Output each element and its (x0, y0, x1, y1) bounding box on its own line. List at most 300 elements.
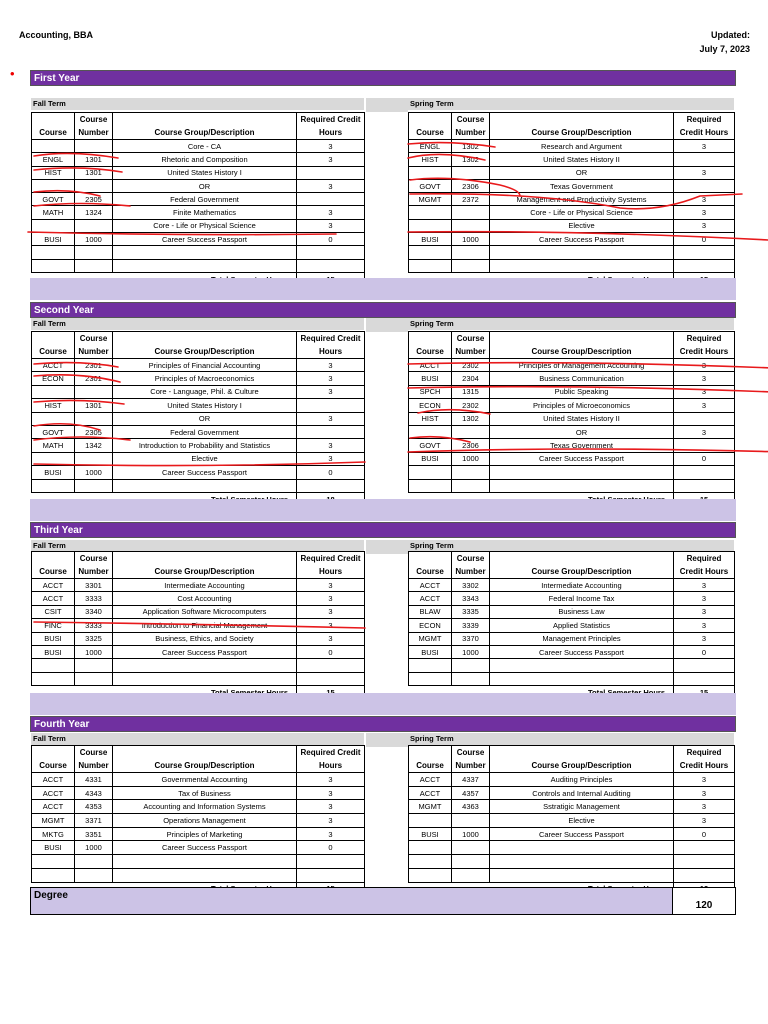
course-number (75, 412, 113, 425)
course-number (452, 259, 490, 272)
course-number: 3370 (452, 632, 490, 645)
course-subject (409, 425, 452, 438)
course-description: Career Success Passport (490, 645, 674, 658)
table-row (32, 786, 365, 800)
col-group (113, 332, 297, 359)
table-row (409, 479, 735, 492)
course-number (75, 246, 113, 259)
course-number: 4353 (75, 800, 113, 814)
table-row (409, 645, 735, 658)
col-course-number (75, 746, 113, 773)
col-credit-hours (297, 332, 365, 359)
credit-hours: 3 (674, 605, 735, 618)
course-subject: ACCT (409, 359, 452, 372)
col-course-number (452, 332, 490, 359)
col-group (113, 113, 297, 140)
credit-hours: 3 (297, 206, 365, 219)
credit-hours (674, 841, 735, 855)
table-header-row (409, 746, 735, 773)
course-number: 4337 (452, 773, 490, 787)
credit-hours: 3 (674, 425, 735, 438)
course-subject (409, 466, 452, 479)
course-description: Management Principles (490, 632, 674, 645)
credit-hours: 3 (297, 385, 365, 398)
course-number (452, 855, 490, 869)
course-number: 2306 (452, 179, 490, 192)
credit-hours: 3 (297, 814, 365, 828)
course-number: 4357 (452, 786, 490, 800)
updated-info (699, 28, 750, 56)
year-heading: Fourth Year (30, 716, 736, 732)
course-number: 2301 (75, 372, 113, 385)
table-row (32, 412, 365, 425)
course-subject: BUSI (409, 827, 452, 841)
course-number: 1302 (452, 140, 490, 153)
course-subject: ACCT (409, 592, 452, 605)
col-credit-hours (674, 332, 735, 359)
credit-hours (674, 479, 735, 492)
course-description: Sstratigic Management (490, 800, 674, 814)
course-subject: GOVT (409, 179, 452, 192)
table-row (409, 841, 735, 855)
course-number: 1000 (75, 645, 113, 658)
table-row (32, 800, 365, 814)
table-row (409, 814, 735, 828)
col-course-number-line1: Course (456, 115, 485, 124)
credit-hours (674, 246, 735, 259)
course-subject (32, 259, 75, 272)
course-number: 3371 (75, 814, 113, 828)
credit-hours: 3 (674, 385, 735, 398)
col-credit-hours (674, 113, 735, 140)
col-course-number-line2: Number (78, 761, 109, 770)
table-row (409, 786, 735, 800)
credit-hours (674, 439, 735, 452)
course-subject: BUSI (409, 452, 452, 465)
course-number: 3351 (75, 827, 113, 841)
course-subject (409, 672, 452, 685)
credit-hours: 3 (674, 399, 735, 412)
col-group-label: Course Group/Description (531, 347, 632, 356)
table-row (32, 855, 365, 869)
course-subject (32, 452, 75, 465)
degree-hours: 120 (672, 888, 735, 914)
course-subject: SPCH (409, 385, 452, 398)
credit-hours: 3 (297, 592, 365, 605)
credit-hours: 0 (674, 827, 735, 841)
table-row (32, 605, 365, 618)
table-row (32, 219, 365, 232)
course-description: Application Software Microcomputers (113, 605, 297, 618)
course-description: Business Communication (490, 372, 674, 385)
col-course-label: Course (39, 567, 67, 576)
term-divider (366, 318, 408, 332)
course-description (490, 246, 674, 259)
course-subject (32, 672, 75, 685)
course-description: Principles of Marketing (113, 827, 297, 841)
credit-hours (297, 425, 365, 438)
credit-hours: 0 (674, 233, 735, 246)
col-group (490, 332, 674, 359)
table-row (409, 233, 735, 246)
course-subject: ACCT (409, 579, 452, 592)
year-separator (30, 693, 736, 715)
course-subject: ACCT (409, 773, 452, 787)
col-course-label: Course (416, 761, 444, 770)
credit-hours: 3 (297, 412, 365, 425)
table-row (409, 385, 735, 398)
col-course-number-line2: Number (455, 347, 486, 356)
course-number: 1000 (452, 645, 490, 658)
col-course-number-line1: Course (456, 554, 485, 563)
spring-term-label: Spring Term (408, 540, 734, 552)
course-description: United States History I (113, 166, 297, 179)
course-description: Career Success Passport (113, 841, 297, 855)
course-description (113, 672, 297, 685)
credit-hours: 3 (674, 592, 735, 605)
course-number: 3301 (75, 579, 113, 592)
course-number (75, 385, 113, 398)
credit-hours: 0 (297, 233, 365, 246)
spring-course-table (408, 551, 735, 699)
col-credit-line2: Credit Hours (679, 567, 729, 576)
course-description: Tax of Business (113, 786, 297, 800)
course-subject: MKTG (32, 827, 75, 841)
course-number: 2302 (452, 399, 490, 412)
course-subject (32, 868, 75, 882)
credit-hours: 3 (674, 166, 735, 179)
table-row (32, 466, 365, 479)
course-subject: BUSI (409, 645, 452, 658)
course-description: Principles of Management Accounting (490, 359, 674, 372)
col-course-number-line2: Number (78, 567, 109, 576)
course-subject (409, 814, 452, 828)
col-credit-line1: Required Credit (300, 554, 361, 563)
course-description: Principles of Microeconomics (490, 399, 674, 412)
course-subject: ACCT (409, 786, 452, 800)
course-description (113, 659, 297, 672)
course-description (113, 246, 297, 259)
degree-total-row (30, 887, 736, 915)
course-number (452, 479, 490, 492)
col-credit-line1: Required Credit (300, 115, 361, 124)
course-number: 1301 (75, 166, 113, 179)
course-description: Auditing Principles (490, 773, 674, 787)
table-header-row (32, 332, 365, 359)
table-row (409, 153, 735, 166)
table-row (409, 219, 735, 232)
course-description: Federal Government (113, 193, 297, 206)
col-credit-hours (297, 113, 365, 140)
table-row (409, 868, 735, 882)
course-number: 1302 (452, 412, 490, 425)
course-description: Rhetoric and Composition (113, 153, 297, 166)
course-subject: MGMT (409, 632, 452, 645)
course-description: Governmental Accounting (113, 773, 297, 787)
course-number: 3340 (75, 605, 113, 618)
course-subject: HIST (409, 153, 452, 166)
course-description: Principles of Financial Accounting (113, 359, 297, 372)
col-course-number (75, 552, 113, 579)
year-heading: Third Year (30, 522, 736, 538)
course-subject (409, 479, 452, 492)
table-row (32, 645, 365, 658)
course-subject (409, 868, 452, 882)
term-divider (366, 98, 408, 112)
credit-hours (674, 672, 735, 685)
col-group (490, 552, 674, 579)
course-number: 2301 (75, 359, 113, 372)
credit-hours (297, 399, 365, 412)
col-group-label: Course Group/Description (531, 761, 632, 770)
credit-hours: 3 (297, 579, 365, 592)
table-row (409, 259, 735, 272)
updated-date: July 7, 2023 (699, 44, 750, 54)
table-row (409, 672, 735, 685)
course-description: Elective (113, 452, 297, 465)
col-credit-line1: Required (686, 115, 722, 124)
credit-hours: 3 (674, 193, 735, 206)
col-credit-line1: Required Credit (300, 748, 361, 757)
credit-hours: 3 (674, 786, 735, 800)
course-subject: BUSI (32, 645, 75, 658)
col-credit-line2: Credit Hours (679, 761, 729, 770)
table-row (32, 140, 365, 153)
course-number: 1000 (452, 233, 490, 246)
table-row (32, 439, 365, 452)
table-row (409, 773, 735, 787)
year-heading: Second Year (30, 302, 736, 318)
term-divider (366, 540, 408, 554)
col-group-label: Course Group/Description (531, 567, 632, 576)
course-description (113, 855, 297, 869)
col-course (32, 332, 75, 359)
credit-hours: 3 (674, 773, 735, 787)
course-subject (409, 855, 452, 869)
table-row (409, 193, 735, 206)
course-number: 1324 (75, 206, 113, 219)
course-subject: MGMT (32, 814, 75, 828)
course-number: 3335 (452, 605, 490, 618)
table-row (409, 425, 735, 438)
spring-term-label: Spring Term (408, 318, 734, 330)
course-description: Business, Ethics, and Society (113, 632, 297, 645)
course-number: 1301 (75, 153, 113, 166)
course-description: Core - Language, Phil. & Culture (113, 385, 297, 398)
col-course-number-line1: Course (79, 115, 108, 124)
col-course-label: Course (39, 128, 67, 137)
col-course-label: Course (416, 567, 444, 576)
credit-hours: 3 (674, 359, 735, 372)
course-subject: BUSI (32, 841, 75, 855)
course-number: 1315 (452, 385, 490, 398)
course-number: 1302 (452, 153, 490, 166)
course-number (75, 452, 113, 465)
table-row (32, 814, 365, 828)
table-row (409, 206, 735, 219)
course-number (452, 841, 490, 855)
table-row (32, 868, 365, 882)
course-description (490, 659, 674, 672)
red-bullet: • (10, 66, 15, 81)
course-description: Intermediate Accounting (490, 579, 674, 592)
course-number: 2306 (452, 439, 490, 452)
course-number: 1000 (75, 233, 113, 246)
course-subject: BUSI (409, 233, 452, 246)
course-subject: BUSI (409, 372, 452, 385)
fall-term-label: Fall Term (31, 540, 364, 552)
course-subject: HIST (409, 412, 452, 425)
course-number (75, 855, 113, 869)
table-header-row (32, 552, 365, 579)
course-subject (32, 479, 75, 492)
course-subject: GOVT (409, 439, 452, 452)
col-course-label: Course (39, 347, 67, 356)
course-description: United States History I (113, 399, 297, 412)
course-description: Career Success Passport (113, 466, 297, 479)
col-credit-line1: Required (686, 334, 722, 343)
table-row (32, 233, 365, 246)
col-course-number (452, 746, 490, 773)
course-number (452, 246, 490, 259)
table-row (32, 246, 365, 259)
table-row (409, 592, 735, 605)
fall-course-table (31, 112, 365, 286)
col-course-number-line1: Course (456, 334, 485, 343)
course-number (75, 219, 113, 232)
course-subject: BUSI (32, 466, 75, 479)
course-description (490, 466, 674, 479)
fall-course-table (31, 331, 365, 506)
course-description: Introduction to Probability and Statistics (113, 439, 297, 452)
course-description: Federal Income Tax (490, 592, 674, 605)
col-course-label: Course (416, 347, 444, 356)
credit-hours: 3 (297, 827, 365, 841)
credit-hours: 3 (297, 153, 365, 166)
col-course-number-line2: Number (455, 128, 486, 137)
course-number: 1000 (452, 827, 490, 841)
course-subject: FINC (32, 619, 75, 632)
col-credit-hours (674, 552, 735, 579)
table-row (32, 259, 365, 272)
credit-hours (674, 868, 735, 882)
credit-hours (297, 193, 365, 206)
course-subject: BUSI (32, 632, 75, 645)
table-row (32, 672, 365, 685)
fall-term-label: Fall Term (31, 98, 364, 110)
col-course (32, 113, 75, 140)
updated-label: Updated: (711, 30, 750, 40)
col-course-label: Course (39, 761, 67, 770)
credit-hours: 3 (297, 140, 365, 153)
table-row (409, 452, 735, 465)
col-credit-line1: Required Credit (300, 334, 361, 343)
course-description (113, 259, 297, 272)
table-header-row (32, 746, 365, 773)
credit-hours: 3 (674, 140, 735, 153)
table-row (32, 193, 365, 206)
credit-hours (297, 259, 365, 272)
degree-label: Degree (34, 890, 68, 901)
course-number (452, 868, 490, 882)
table-header-row (409, 332, 735, 359)
course-subject: ACCT (32, 579, 75, 592)
course-subject: ECON (409, 399, 452, 412)
course-description: Career Success Passport (113, 645, 297, 658)
col-credit-hours (674, 746, 735, 773)
table-row (409, 246, 735, 259)
course-description: Operations Management (113, 814, 297, 828)
fall-term-label: Fall Term (31, 733, 364, 745)
col-course-number-line1: Course (79, 334, 108, 343)
course-description: Principles of Macroeconomics (113, 372, 297, 385)
course-number: 3333 (75, 619, 113, 632)
col-course (409, 332, 452, 359)
course-number (452, 425, 490, 438)
course-description (490, 259, 674, 272)
course-subject (409, 206, 452, 219)
col-course (409, 746, 452, 773)
table-row (32, 592, 365, 605)
course-number: 1000 (75, 841, 113, 855)
year-separator (30, 278, 736, 300)
col-course-number-line2: Number (455, 567, 486, 576)
credit-hours: 3 (674, 579, 735, 592)
course-subject: BUSI (32, 233, 75, 246)
spring-term-label: Spring Term (408, 98, 734, 110)
col-credit-line2: Hours (318, 347, 343, 356)
table-header-row (409, 113, 735, 140)
table-header-row (32, 113, 365, 140)
course-description: Texas Government (490, 439, 674, 452)
credit-hours (674, 153, 735, 166)
course-number (452, 219, 490, 232)
course-description (113, 479, 297, 492)
course-number: 2305 (75, 425, 113, 438)
course-number: 1000 (75, 466, 113, 479)
credit-hours (297, 246, 365, 259)
course-number: 1342 (75, 439, 113, 452)
table-row (32, 479, 365, 492)
course-subject (409, 246, 452, 259)
course-subject: ACCT (32, 786, 75, 800)
course-description: Research and Argument (490, 140, 674, 153)
col-course (409, 552, 452, 579)
course-subject: GOVT (32, 425, 75, 438)
course-subject: BLAW (409, 605, 452, 618)
col-course-number (452, 113, 490, 140)
credit-hours: 3 (297, 786, 365, 800)
table-row (32, 372, 365, 385)
col-course (32, 552, 75, 579)
credit-hours: 3 (674, 372, 735, 385)
col-course-label: Course (416, 128, 444, 137)
credit-hours: 0 (674, 645, 735, 658)
credit-hours (674, 259, 735, 272)
course-number (452, 672, 490, 685)
table-row (409, 827, 735, 841)
course-description: OR (490, 425, 674, 438)
credit-hours: 0 (297, 466, 365, 479)
course-description: OR (113, 179, 297, 192)
credit-hours: 3 (297, 452, 365, 465)
table-row (409, 800, 735, 814)
table-row (32, 773, 365, 787)
credit-hours (297, 166, 365, 179)
course-description: OR (490, 166, 674, 179)
course-description: Core - Life or Physical Science (113, 219, 297, 232)
col-course-number-line1: Course (79, 554, 108, 563)
